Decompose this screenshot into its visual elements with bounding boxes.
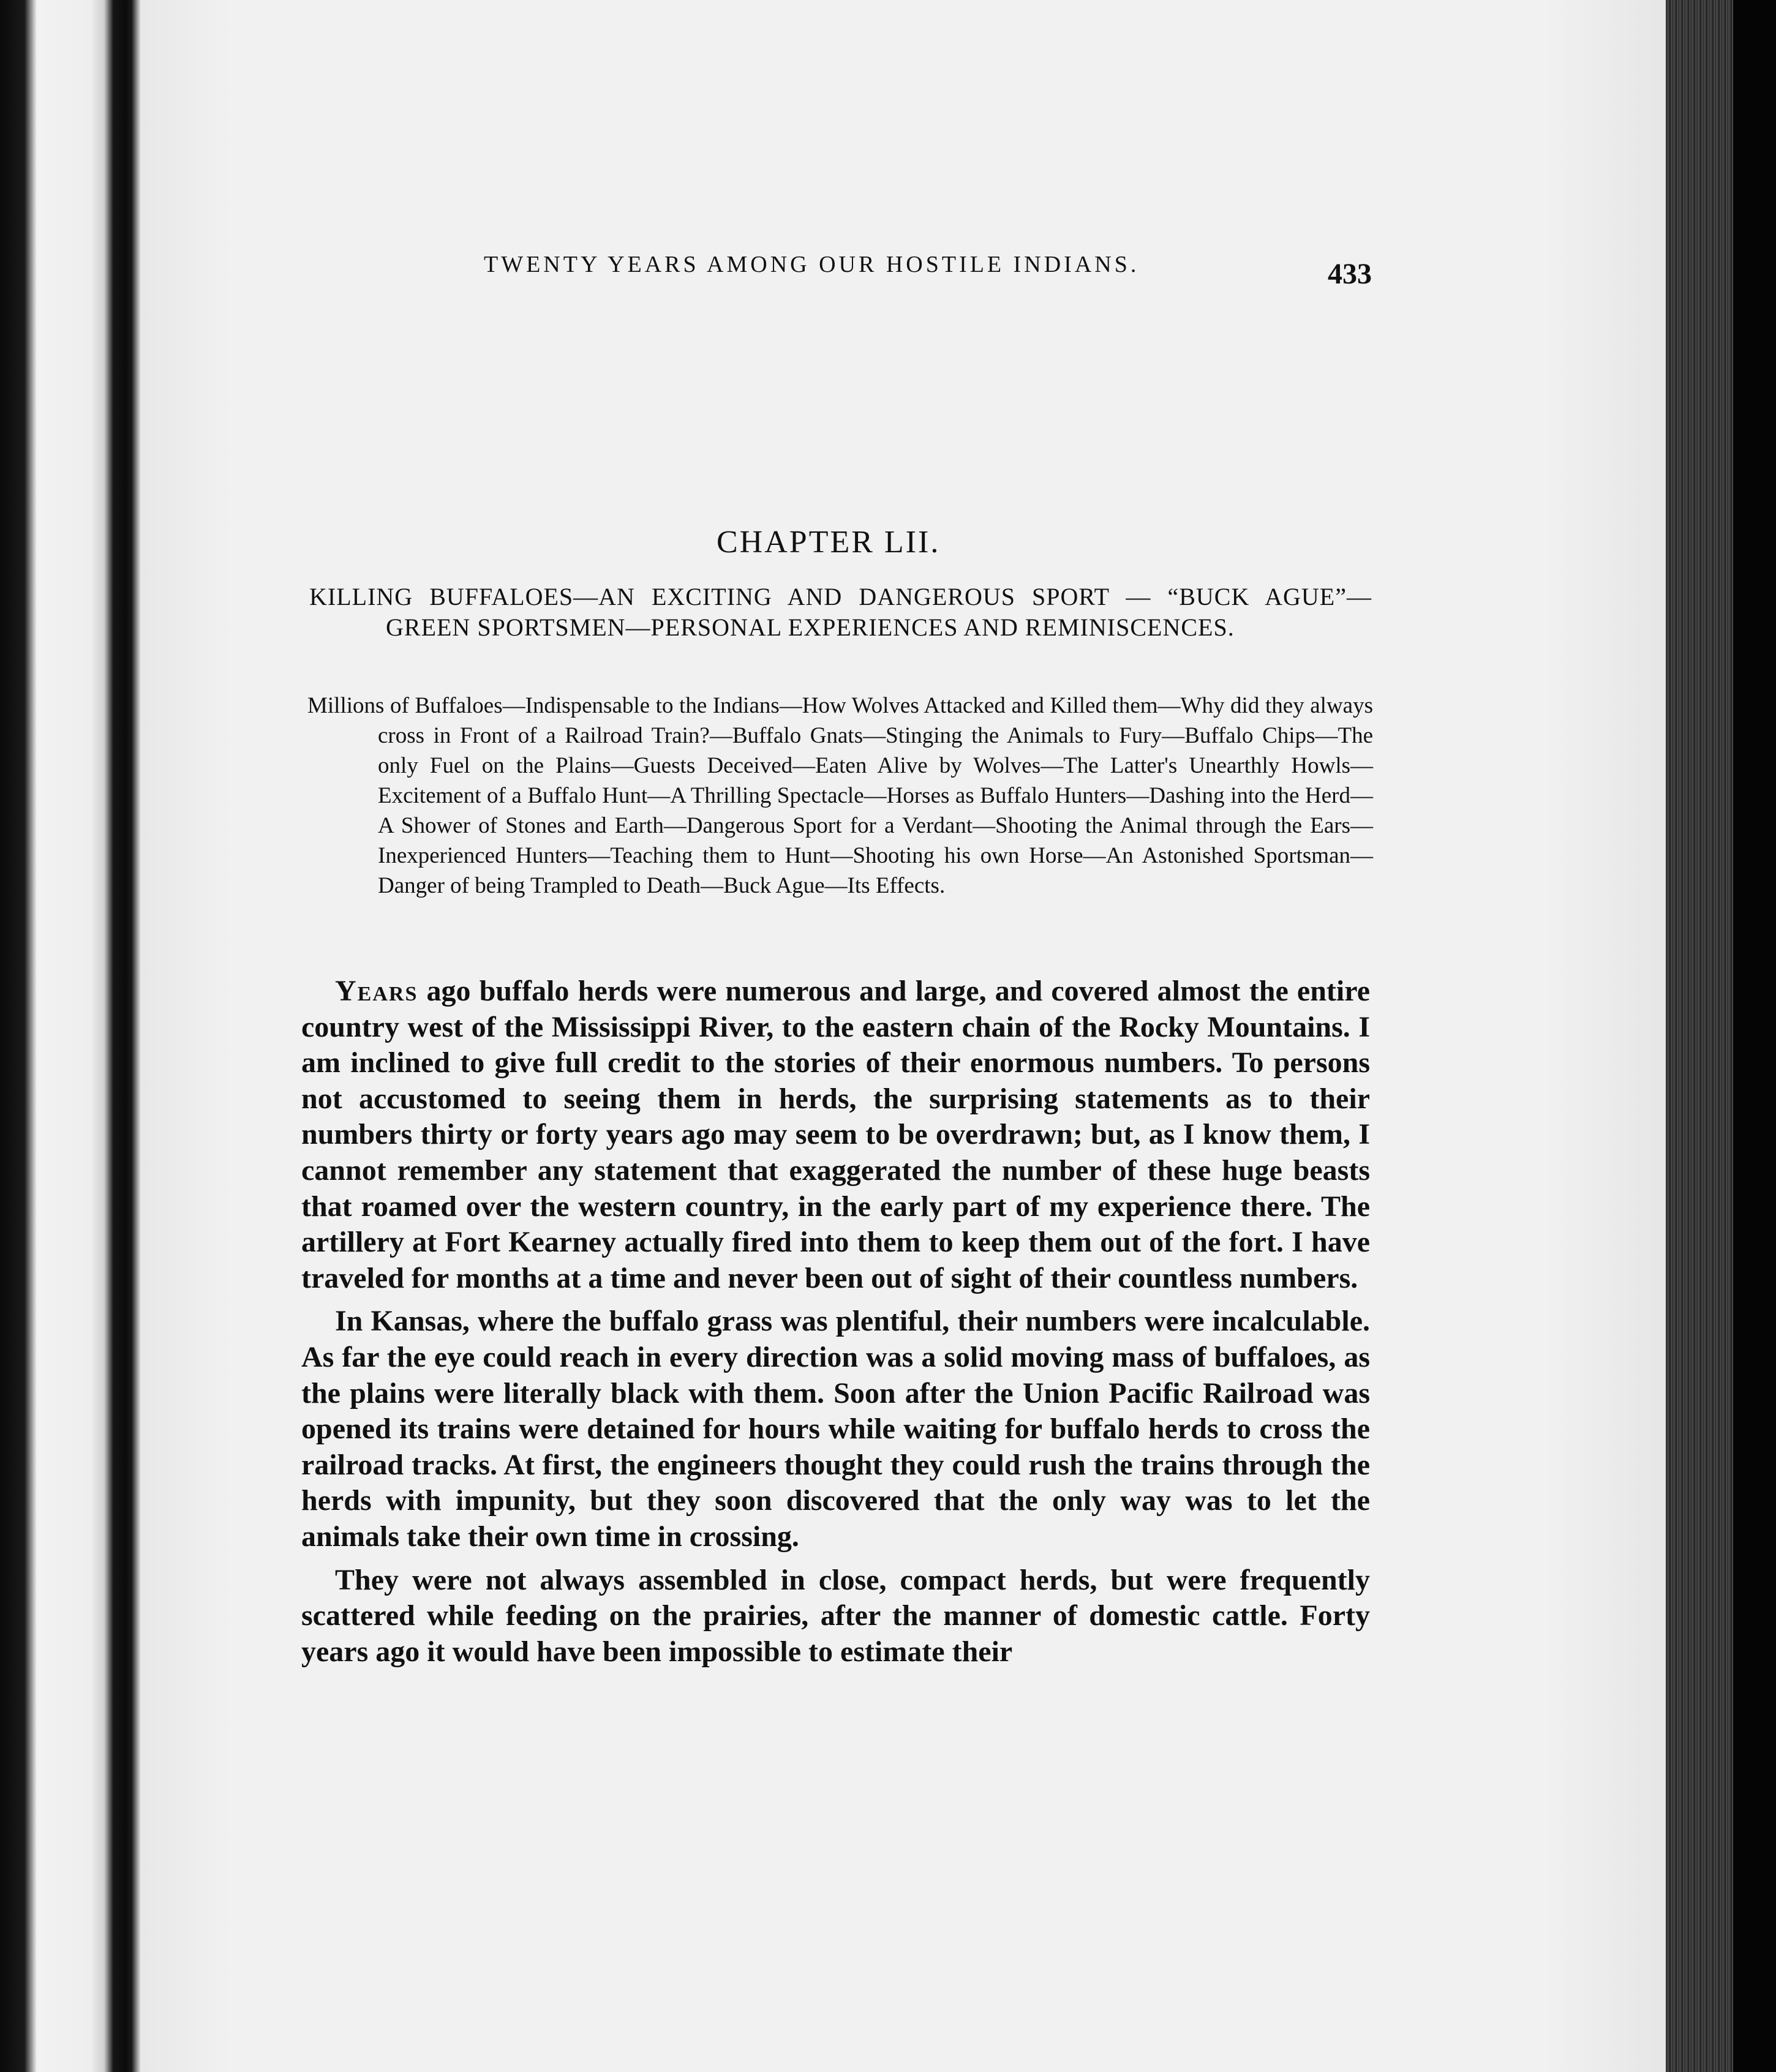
- paragraph-1-text: ago buffalo herds were numerous and large, and covered almost the entire country west of the Mississippi River, to the eastern chain of the Rocky Mountains. I am inclined to give full credit to the stories of their enormous numbers. To persons not accustomed to seeing them in herds, the surprising statements as to their numbers thirty or forty years ago may seem to be overdrawn; but, as I know them, I cannot remember any statement that exaggerated the number of these huge beasts that roamed over the western country, in the early part of my experience there. The artillery at Fort Kearney actually fired into them to keep them out of the fort. I have traveled for months at a time and never been out of sight of their countless numbers.: [301, 975, 1370, 1294]
- page-number: 433: [1328, 258, 1372, 290]
- paragraph-3: They were not always assembled in close, compact herds, but were frequently scattered while feeding on the prairies, after the manner of domestic cattle. Forty years ago it would have been impossible to estimate their: [301, 1563, 1370, 1668]
- body-text: [301, 974, 1370, 1677]
- chapter-subtitle-text: KILLING BUFFALOES—AN EXCITING AND DANGEROUS SPORT — “BUCK AGUE”—GREEN SPORTSMEN—PERSONAL EXPERIENCES AND REMINISCENCES.: [309, 583, 1372, 641]
- left-page-edge: [0, 0, 92, 2072]
- running-head: TWENTY YEARS AMONG OUR HOSTILE INDIANS.: [484, 252, 1140, 277]
- chapter-subtitle: [309, 582, 1372, 643]
- page-stack-edges: [1666, 0, 1733, 2072]
- chapter-synopsis-text: Millions of Buffaloes—Indispensable to the Indians—How Wolves Attacked and Killed them—Why did they always cross in Front of a Railroad Train?—Buffalo Gnats—Stinging the Animals to Fury—Buffalo Chips—The only Fuel on the Plains—Guests Deceived—Eaten Alive by Wolves—The Latter's Unearthly Howls—Excitement of a Buffalo Hunt—A Thrilling Spectacle—Horses as Buffalo Hunters—Dashing into the Herd—A Shower of Stones and Earth—Dangerous Sport for a Verdant—Shooting the Animal through the Ears—Inexperienced Hunters—Teaching them to Hunt—Shooting his own Horse—An Astonished Sportsman—Danger of being Trampled to Death—Buck Ague—Its Effects.: [307, 693, 1373, 898]
- paragraph-1: [301, 974, 1370, 1296]
- chapter-synopsis: [307, 691, 1373, 901]
- scan-border: [1733, 0, 1776, 2072]
- chapter-title: CHAPTER LII.: [717, 525, 941, 560]
- paragraph-2: In Kansas, where the buffalo grass was plentiful, their numbers were incalculable. As far the eye could reach in every direction was a solid moving mass of buffaloes, as the plains were literally black with them. Soon after the Union Pacific Railroad was opened its trains were detained for hours while waiting for buffalo herds to cross the railroad tracks. At first, the engineers thought they could rush the trains through the herds with impunity, but they soon discovered that the only way was to let the animals take their own time in crossing.: [301, 1305, 1370, 1553]
- book-gutter: [92, 0, 141, 2072]
- paragraph-1-lead: Years: [335, 975, 418, 1007]
